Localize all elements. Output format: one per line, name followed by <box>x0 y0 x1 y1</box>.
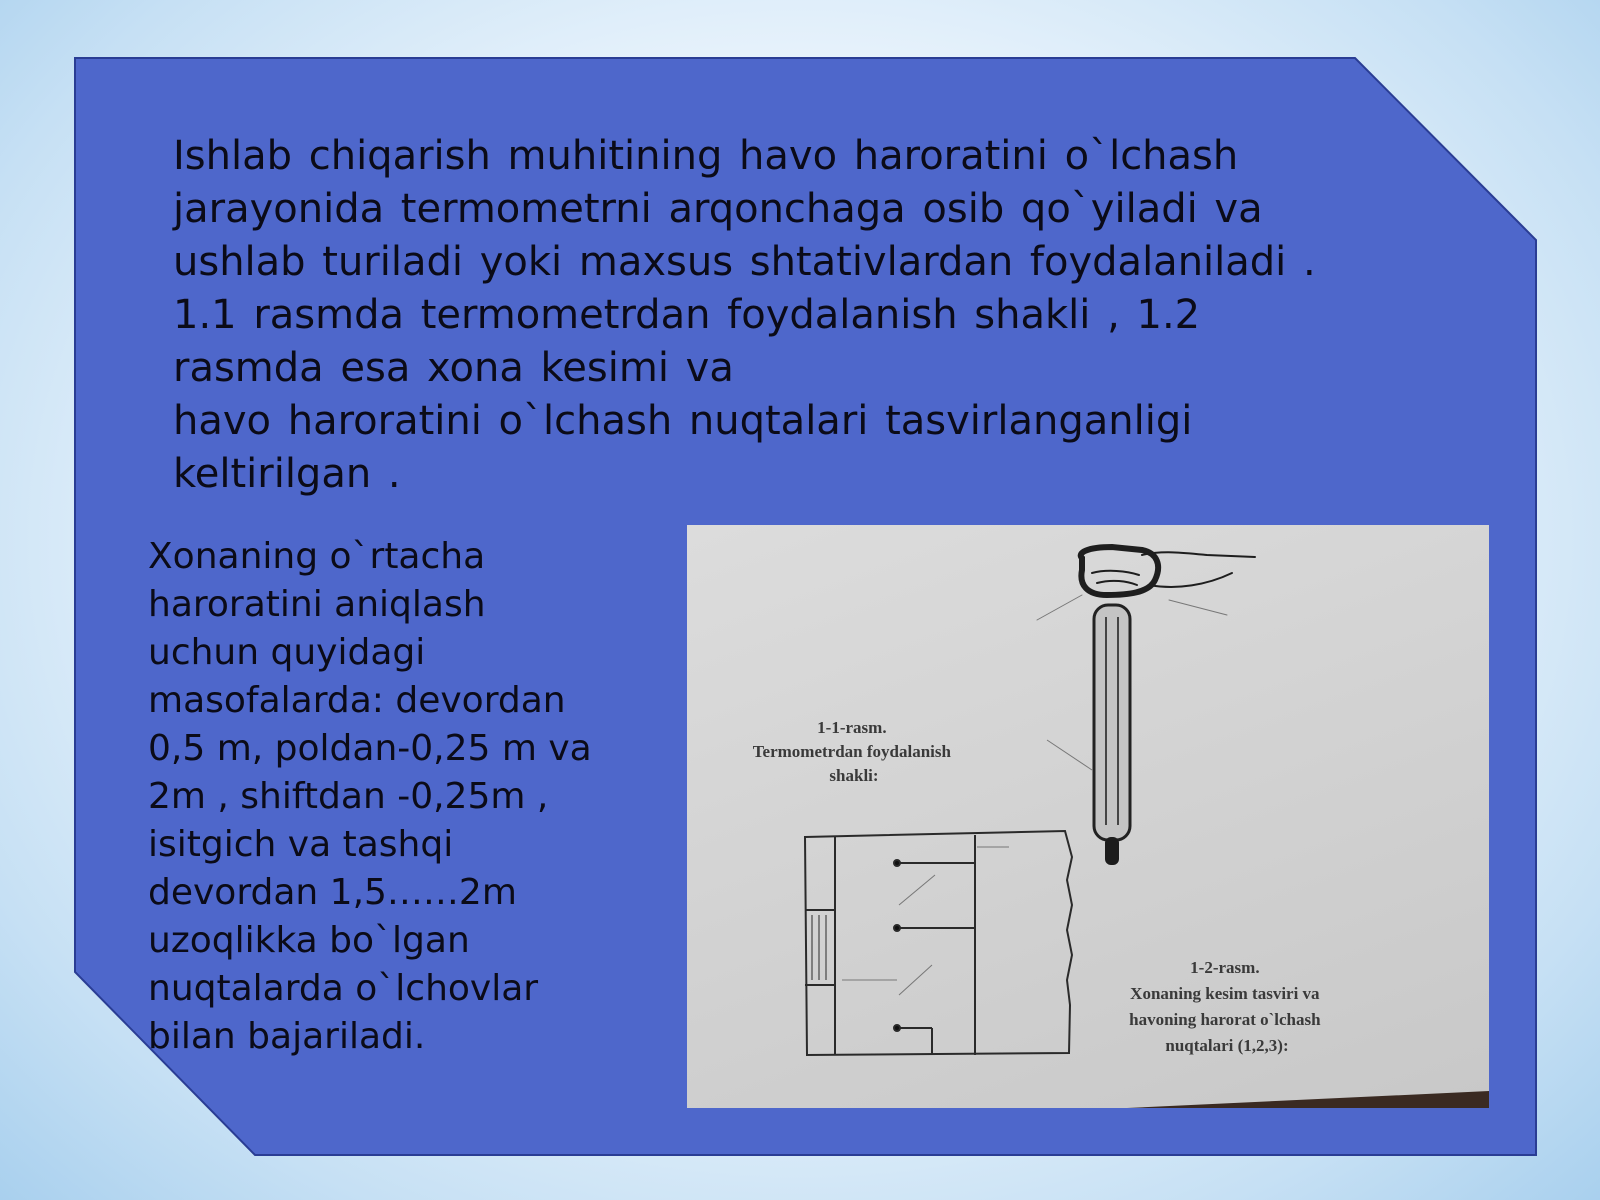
side-line: 0,5 m, poldan-0,25 m va <box>148 728 592 769</box>
side-paragraph <box>148 533 658 1061</box>
figure-photo <box>687 525 1489 1108</box>
room-cross-section <box>805 831 1072 1055</box>
hand-illustration <box>1037 547 1255 620</box>
side-line: 2m , shiftdan -0,25m , <box>148 776 549 817</box>
main-line: ushlab turiladi yoki maxsus shtativlardan foydalaniladi . <box>173 239 1316 285</box>
side-line: Xonaning o`rtacha <box>148 536 486 577</box>
main-line: havo haroratini o`lchash nuqtalari tasvirlanganligi <box>173 398 1193 444</box>
main-line: keltirilgan . <box>173 451 401 497</box>
main-paragraph <box>173 130 1403 501</box>
side-line: nuqtalarda o`lchovlar <box>148 968 539 1009</box>
side-line: masofalarda: devordan <box>148 680 566 721</box>
photo-edge-shadow <box>1127 1091 1489 1108</box>
main-line: Ishlab chiqarish muhitining havo haroratini o`lchash <box>173 133 1239 179</box>
side-line: haroratini aniqlash <box>148 584 486 625</box>
side-line: isitgich va tashqi <box>148 824 454 865</box>
thermometer-illustration <box>1047 605 1130 865</box>
side-line: uzoqlikka bo`lgan <box>148 920 470 961</box>
side-line: devordan 1,5……2m <box>148 872 517 913</box>
figure-caption-2: 1-2-rasm. Xonaning kesim tasviri va havoning harorat o`lchash nuqtalari (1,2,3): <box>1129 958 1321 1055</box>
main-line: rasmda esa xona kesimi va <box>173 345 734 391</box>
figure-caption-1: 1-1-rasm. Termometrdan foydalanish shakli: <box>752 718 951 785</box>
main-line: jarayonida termometrni arqonchaga osib qo`yiladi va <box>173 186 1263 232</box>
side-line: bilan bajariladi. <box>148 1016 426 1057</box>
side-line: uchun quyidagi <box>148 632 426 673</box>
main-line: 1.1 rasmda termometrdan foydalanish shakli , 1.2 <box>173 292 1201 338</box>
